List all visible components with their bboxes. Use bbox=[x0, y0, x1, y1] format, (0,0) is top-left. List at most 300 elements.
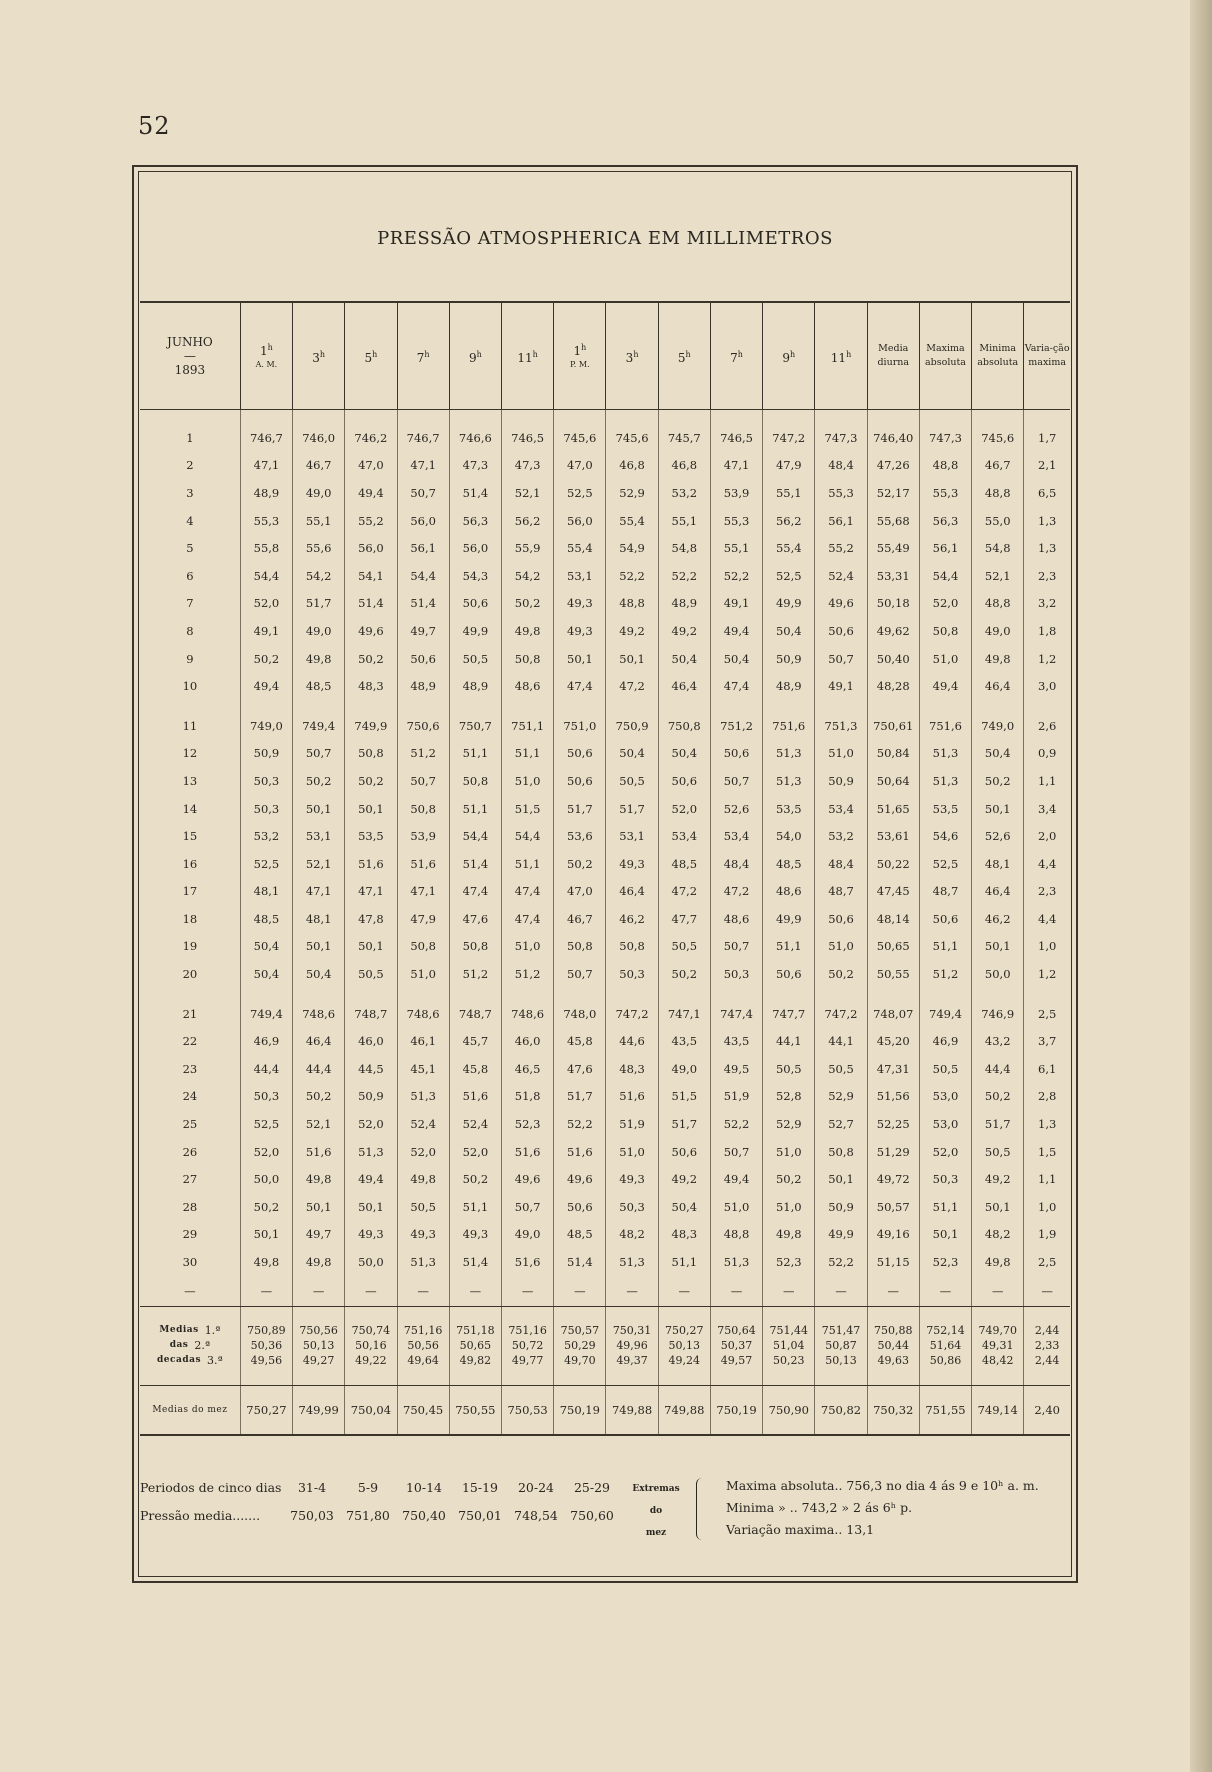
value-cell: 50,6 bbox=[397, 645, 449, 673]
decade-word: das bbox=[169, 1340, 189, 1351]
value-cell: 1,8 bbox=[1024, 617, 1070, 645]
decade-mean-value: 50,56 bbox=[407, 1339, 439, 1353]
value-cell: 6,1 bbox=[1024, 1055, 1070, 1083]
decade-means-cell bbox=[240, 1306, 292, 1385]
value-cell: 50,6 bbox=[554, 767, 606, 795]
value-cell: 54,4 bbox=[397, 562, 449, 590]
dash-cell: — bbox=[240, 1276, 292, 1307]
value-cell: 51,6 bbox=[397, 850, 449, 878]
table-row bbox=[140, 1165, 1070, 1193]
decade-mean-value: 750,74 bbox=[351, 1324, 391, 1338]
value-cell: 53,2 bbox=[815, 822, 867, 850]
decade-mean-value: 50,86 bbox=[929, 1354, 962, 1368]
pressure-table bbox=[140, 301, 1070, 1436]
decade-means-cell bbox=[554, 1306, 606, 1385]
value-cell: 48,6 bbox=[763, 878, 815, 906]
value-cell: 52,3 bbox=[763, 1248, 815, 1276]
hour-suffix: h bbox=[267, 342, 273, 352]
header-hour-6 bbox=[501, 302, 553, 410]
value-cell: 47,9 bbox=[763, 452, 815, 480]
decade-mean-value: 751,47 bbox=[821, 1324, 861, 1338]
value-cell: 45,8 bbox=[554, 1027, 606, 1055]
value-cell: 51,0 bbox=[815, 933, 867, 961]
value-cell: 750,8 bbox=[658, 700, 710, 740]
value-cell: 50,4 bbox=[658, 645, 710, 673]
decade-means-cell bbox=[815, 1306, 867, 1385]
value-cell: 48,5 bbox=[658, 850, 710, 878]
month-means-label: Medias do mez bbox=[140, 1385, 240, 1435]
value-cell: 51,1 bbox=[919, 933, 971, 961]
value-cell: 50,6 bbox=[658, 767, 710, 795]
day-cell: 28 bbox=[182, 1199, 198, 1214]
value-cell: 51,1 bbox=[449, 740, 501, 768]
value-cell: 49,7 bbox=[397, 617, 449, 645]
value-cell: 51,3 bbox=[710, 1248, 762, 1276]
value-cell: 49,0 bbox=[293, 617, 345, 645]
value-cell: 48,2 bbox=[972, 1221, 1024, 1249]
value-cell: 54,4 bbox=[919, 562, 971, 590]
value-cell: 50,2 bbox=[240, 645, 292, 673]
value-cell: 44,1 bbox=[815, 1027, 867, 1055]
value-cell: 52,0 bbox=[397, 1138, 449, 1166]
value-cell: 52,1 bbox=[293, 1110, 345, 1138]
month-mean-value: 749,88 bbox=[658, 1385, 710, 1435]
value-cell: 1,0 bbox=[1024, 933, 1070, 961]
value-cell: 50,8 bbox=[345, 740, 397, 768]
decade-mean-value: 51,04 bbox=[773, 1339, 805, 1353]
value-cell: 54,8 bbox=[658, 534, 710, 562]
extreme-maxima: Maxima absoluta.. 756,3 no dia 4 ás 9 e 10ʰ a. m. bbox=[726, 1478, 1039, 1493]
decade-mean-value: 752,14 bbox=[926, 1324, 965, 1338]
dash-row bbox=[140, 1276, 1070, 1307]
value-cell: 747,7 bbox=[763, 988, 815, 1028]
value-cell: 745,7 bbox=[658, 410, 710, 452]
value-cell: 748,6 bbox=[501, 988, 553, 1028]
value-cell: 48,3 bbox=[345, 672, 397, 700]
value-cell: 54,2 bbox=[501, 562, 553, 590]
value-cell: 49,0 bbox=[293, 479, 345, 507]
extremas-line-3: mez bbox=[645, 1528, 667, 1538]
value-cell: 56,1 bbox=[919, 534, 971, 562]
value-cell: 51,6 bbox=[449, 1083, 501, 1111]
day-cell: 7 bbox=[186, 596, 194, 611]
value-cell: 52,4 bbox=[449, 1110, 501, 1138]
value-cell: 53,2 bbox=[658, 479, 710, 507]
value-cell: 46,0 bbox=[501, 1027, 553, 1055]
table-row bbox=[140, 479, 1070, 507]
value-cell: 4,4 bbox=[1024, 905, 1070, 933]
value-cell: 51,4 bbox=[345, 590, 397, 618]
value-cell: 0,9 bbox=[1024, 740, 1070, 768]
value-cell: 745,6 bbox=[606, 410, 658, 452]
value-cell: 53,0 bbox=[919, 1110, 971, 1138]
value-cell: 56,0 bbox=[397, 507, 449, 535]
value-cell: 50,7 bbox=[397, 767, 449, 795]
decade-mean-value: 50,13 bbox=[825, 1354, 857, 1368]
value-cell: 748,0 bbox=[554, 988, 606, 1028]
value-cell: 50,2 bbox=[345, 645, 397, 673]
value-cell: 51,2 bbox=[501, 960, 553, 988]
value-cell: 50,5 bbox=[763, 1055, 815, 1083]
value-cell: 55,1 bbox=[763, 479, 815, 507]
value-cell: 50,7 bbox=[710, 1138, 762, 1166]
value-cell: 51,1 bbox=[449, 795, 501, 823]
value-cell: 50,9 bbox=[815, 1193, 867, 1221]
value-cell: 49,2 bbox=[658, 1165, 710, 1193]
day-cell: 16 bbox=[182, 856, 198, 871]
value-cell: 48,6 bbox=[710, 905, 762, 933]
value-cell: 747,1 bbox=[658, 988, 710, 1028]
value-cell: 52,5 bbox=[919, 850, 971, 878]
value-cell: 751,0 bbox=[554, 700, 606, 740]
value-cell: 55,4 bbox=[763, 534, 815, 562]
value-cell: 51,7 bbox=[554, 1083, 606, 1111]
value-cell: 50,1 bbox=[972, 795, 1024, 823]
value-cell: 49,2 bbox=[606, 617, 658, 645]
value-cell: 51,7 bbox=[606, 795, 658, 823]
hour-suffix: h bbox=[846, 349, 852, 359]
value-cell: 55,3 bbox=[815, 479, 867, 507]
value-cell: 47,0 bbox=[345, 452, 397, 480]
value-cell: 52,4 bbox=[815, 562, 867, 590]
value-cell: 44,4 bbox=[240, 1055, 292, 1083]
value-cell: 52,3 bbox=[501, 1110, 553, 1138]
value-cell: 49,4 bbox=[710, 617, 762, 645]
period-pressure: 750,60 bbox=[570, 1508, 614, 1523]
value-cell: 52,4 bbox=[397, 1110, 449, 1138]
value-cell: 43,5 bbox=[658, 1027, 710, 1055]
value-cell: 44,1 bbox=[763, 1027, 815, 1055]
value-cell: 48,5 bbox=[293, 672, 345, 700]
value-cell: 50,57 bbox=[867, 1193, 919, 1221]
value-cell: 751,6 bbox=[919, 700, 971, 740]
value-cell: 746,7 bbox=[240, 410, 292, 452]
value-cell: 55,9 bbox=[501, 534, 553, 562]
value-cell: 51,3 bbox=[345, 1138, 397, 1166]
value-cell: 47,1 bbox=[710, 452, 762, 480]
value-cell: 52,9 bbox=[815, 1083, 867, 1111]
value-cell: 50,9 bbox=[240, 740, 292, 768]
value-cell: 49,9 bbox=[763, 590, 815, 618]
table-body bbox=[140, 410, 1070, 1435]
value-cell: 51,7 bbox=[972, 1110, 1024, 1138]
value-cell: 52,0 bbox=[658, 795, 710, 823]
decade-label-line bbox=[140, 1323, 240, 1338]
hour-suffix: h bbox=[476, 349, 482, 359]
day-cell: 19 bbox=[182, 939, 198, 954]
decade-mean-value: 48,42 bbox=[981, 1354, 1014, 1368]
value-cell: 749,9 bbox=[345, 700, 397, 740]
value-cell: 52,5 bbox=[240, 850, 292, 878]
month-mean-value: 749,14 bbox=[972, 1385, 1024, 1435]
decade-mean-value: 750,89 bbox=[247, 1324, 286, 1338]
value-cell: 2,3 bbox=[1024, 562, 1070, 590]
value-cell: 51,3 bbox=[397, 1083, 449, 1111]
day-cell: 3 bbox=[186, 485, 194, 500]
value-cell: 50,8 bbox=[501, 645, 553, 673]
value-cell: 47,31 bbox=[867, 1055, 919, 1083]
value-cell: 2,5 bbox=[1024, 988, 1070, 1028]
value-cell: 53,2 bbox=[240, 822, 292, 850]
decade-mean-value: 2,44 bbox=[1034, 1354, 1060, 1368]
value-cell: 50,6 bbox=[710, 740, 762, 768]
dash-cell: — bbox=[501, 1276, 553, 1307]
table-row bbox=[140, 850, 1070, 878]
value-cell: 51,9 bbox=[606, 1110, 658, 1138]
day-cell: 20 bbox=[182, 967, 198, 982]
value-cell: 49,4 bbox=[240, 672, 292, 700]
day-cell: 14 bbox=[182, 801, 198, 816]
value-cell: 50,2 bbox=[972, 767, 1024, 795]
value-cell: 48,8 bbox=[919, 452, 971, 480]
value-cell: 44,5 bbox=[345, 1055, 397, 1083]
value-cell: 47,4 bbox=[449, 878, 501, 906]
value-cell: 49,3 bbox=[606, 850, 658, 878]
value-cell: 52,3 bbox=[919, 1248, 971, 1276]
value-cell: 2,1 bbox=[1024, 452, 1070, 480]
value-cell: 50,1 bbox=[345, 933, 397, 961]
value-cell: 51,4 bbox=[449, 1248, 501, 1276]
value-cell: 50,1 bbox=[293, 933, 345, 961]
value-cell: 48,1 bbox=[293, 905, 345, 933]
dash-cell: — bbox=[815, 1276, 867, 1307]
value-cell: 49,4 bbox=[345, 1165, 397, 1193]
value-cell: 51,0 bbox=[501, 933, 553, 961]
value-cell: 55,2 bbox=[815, 534, 867, 562]
decade-mean-value: 49,57 bbox=[720, 1354, 753, 1368]
decade-mean-value: 750,31 bbox=[612, 1324, 652, 1338]
value-cell: 47,4 bbox=[501, 905, 553, 933]
period-pressure: 750,03 bbox=[290, 1508, 334, 1523]
value-cell: 50,8 bbox=[449, 933, 501, 961]
hour-label: 1$^h$ bbox=[573, 342, 587, 358]
value-cell: 49,1 bbox=[240, 617, 292, 645]
value-cell: 53,5 bbox=[919, 795, 971, 823]
value-cell: 748,07 bbox=[867, 988, 919, 1028]
day-cell: 5 bbox=[186, 541, 194, 556]
value-cell: 50,9 bbox=[763, 645, 815, 673]
decade-means-cell bbox=[972, 1306, 1024, 1385]
value-cell: 53,9 bbox=[710, 479, 762, 507]
decade-mean-value: 750,27 bbox=[665, 1324, 704, 1338]
table-row bbox=[140, 1110, 1070, 1138]
dash-cell: — bbox=[140, 1276, 240, 1307]
value-cell: 51,15 bbox=[867, 1248, 919, 1276]
day-cell: 22 bbox=[182, 1034, 198, 1049]
value-cell: 48,8 bbox=[710, 1221, 762, 1249]
value-cell: 749,4 bbox=[240, 988, 292, 1028]
value-cell: 55,3 bbox=[710, 507, 762, 535]
value-cell: 1,0 bbox=[1024, 1193, 1070, 1221]
value-cell: 56,0 bbox=[449, 534, 501, 562]
day-cell: 15 bbox=[182, 829, 198, 844]
value-cell: 50,8 bbox=[919, 617, 971, 645]
value-cell: 48,7 bbox=[815, 878, 867, 906]
value-cell: 2,0 bbox=[1024, 822, 1070, 850]
table-row bbox=[140, 1138, 1070, 1166]
value-cell: 49,16 bbox=[867, 1221, 919, 1249]
table-row bbox=[140, 767, 1070, 795]
value-cell: 49,8 bbox=[293, 1248, 345, 1276]
value-cell: 51,6 bbox=[501, 1248, 553, 1276]
value-cell: 50,8 bbox=[397, 795, 449, 823]
value-cell: 48,9 bbox=[763, 672, 815, 700]
value-cell: 51,0 bbox=[763, 1193, 815, 1221]
decade-mean-value: 751,16 bbox=[508, 1324, 547, 1338]
dash-cell: — bbox=[1024, 1276, 1070, 1307]
value-cell: 50,4 bbox=[293, 960, 345, 988]
hour-suffix: h bbox=[581, 342, 587, 352]
value-cell: 48,6 bbox=[501, 672, 553, 700]
value-cell: 46,7 bbox=[972, 452, 1024, 480]
month-mean-value: 2,40 bbox=[1024, 1385, 1070, 1435]
value-cell: 55,0 bbox=[972, 507, 1024, 535]
value-cell: 54,4 bbox=[240, 562, 292, 590]
value-cell: 55,6 bbox=[293, 534, 345, 562]
value-cell: 46,9 bbox=[919, 1027, 971, 1055]
value-cell: 53,9 bbox=[397, 822, 449, 850]
value-cell: 47,0 bbox=[554, 878, 606, 906]
decade-means-cell bbox=[710, 1306, 762, 1385]
value-cell: 51,6 bbox=[501, 1138, 553, 1166]
value-cell: 3,7 bbox=[1024, 1027, 1070, 1055]
value-cell: 50,40 bbox=[867, 645, 919, 673]
value-cell: 750,6 bbox=[397, 700, 449, 740]
value-cell: 50,2 bbox=[763, 1165, 815, 1193]
value-cell: 51,1 bbox=[919, 1193, 971, 1221]
hour-label: 9$^h$ bbox=[782, 349, 796, 365]
value-cell: 51,2 bbox=[919, 960, 971, 988]
value-cell: 48,1 bbox=[972, 850, 1024, 878]
value-cell: 2,6 bbox=[1024, 700, 1070, 740]
table-row bbox=[140, 822, 1070, 850]
header-hour-4 bbox=[397, 302, 449, 410]
value-cell: 1,3 bbox=[1024, 507, 1070, 535]
value-cell: 52,0 bbox=[449, 1138, 501, 1166]
value-cell: 3,0 bbox=[1024, 672, 1070, 700]
value-cell: 746,5 bbox=[710, 410, 762, 452]
decade-mean-value: 749,70 bbox=[978, 1324, 1017, 1338]
value-cell: 50,6 bbox=[658, 1138, 710, 1166]
value-cell: 53,6 bbox=[554, 822, 606, 850]
value-cell: 55,3 bbox=[240, 507, 292, 535]
value-cell: 56,1 bbox=[815, 507, 867, 535]
dash-cell: — bbox=[972, 1276, 1024, 1307]
table-row bbox=[140, 645, 1070, 673]
value-cell: 52,0 bbox=[240, 1138, 292, 1166]
value-cell: 52,0 bbox=[240, 590, 292, 618]
value-cell: 46,1 bbox=[397, 1027, 449, 1055]
value-cell: 51,1 bbox=[763, 933, 815, 961]
value-cell: 53,1 bbox=[554, 562, 606, 590]
hour-label: 3$^h$ bbox=[625, 349, 639, 365]
decade-means-cell bbox=[606, 1306, 658, 1385]
value-cell: 52,2 bbox=[710, 562, 762, 590]
decade-mean-value: 750,64 bbox=[717, 1324, 756, 1338]
value-cell: 49,3 bbox=[345, 1221, 397, 1249]
decade-mean-value: 50,16 bbox=[355, 1339, 387, 1353]
decade-mean-value: 49,77 bbox=[511, 1354, 544, 1368]
header-hour-2 bbox=[293, 302, 345, 410]
value-cell: 50,3 bbox=[919, 1165, 971, 1193]
value-cell: 749,0 bbox=[972, 700, 1024, 740]
value-cell: 50,8 bbox=[606, 933, 658, 961]
value-cell: 3,2 bbox=[1024, 590, 1070, 618]
value-cell: 51,0 bbox=[710, 1193, 762, 1221]
value-cell: 47,6 bbox=[554, 1055, 606, 1083]
value-cell: 50,3 bbox=[606, 960, 658, 988]
value-cell: 50,5 bbox=[449, 645, 501, 673]
day-cell: 29 bbox=[182, 1227, 198, 1242]
value-cell: 49,3 bbox=[554, 617, 606, 645]
table-row bbox=[140, 410, 1070, 452]
value-cell: 54,2 bbox=[293, 562, 345, 590]
value-cell: 50,6 bbox=[763, 960, 815, 988]
month-mean-value: 750,04 bbox=[345, 1385, 397, 1435]
value-cell: 50,6 bbox=[554, 1193, 606, 1221]
value-cell: 1,1 bbox=[1024, 767, 1070, 795]
month-mean-value: 750,19 bbox=[710, 1385, 762, 1435]
value-cell: 50,1 bbox=[815, 1165, 867, 1193]
header-variacao-maxima: Varia-ção maxima bbox=[1024, 302, 1070, 410]
value-cell: 49,6 bbox=[554, 1165, 606, 1193]
value-cell: 50,7 bbox=[293, 740, 345, 768]
value-cell: 50,2 bbox=[345, 767, 397, 795]
dash-cell: — bbox=[554, 1276, 606, 1307]
value-cell: 56,3 bbox=[919, 507, 971, 535]
value-cell: 48,1 bbox=[240, 878, 292, 906]
value-cell: 50,5 bbox=[658, 933, 710, 961]
value-cell: 47,4 bbox=[554, 672, 606, 700]
hour-label: 11$^h$ bbox=[830, 349, 852, 365]
header-row bbox=[140, 302, 1070, 410]
value-cell: 50,2 bbox=[815, 960, 867, 988]
header-hour-10 bbox=[710, 302, 762, 410]
dash-cell: — bbox=[867, 1276, 919, 1307]
value-cell: 54,3 bbox=[449, 562, 501, 590]
value-cell: 49,0 bbox=[658, 1055, 710, 1083]
value-cell: 52,1 bbox=[972, 562, 1024, 590]
month-mean-value: 749,99 bbox=[293, 1385, 345, 1435]
decade-mean-value: 49,22 bbox=[355, 1354, 387, 1368]
hour-label: 3$^h$ bbox=[312, 349, 326, 365]
value-cell: 52,17 bbox=[867, 479, 919, 507]
hour-label: 5$^h$ bbox=[364, 349, 378, 365]
value-cell: 47,6 bbox=[449, 905, 501, 933]
dash-cell: — bbox=[345, 1276, 397, 1307]
value-cell: 50,2 bbox=[449, 1165, 501, 1193]
month-mean-value: 750,90 bbox=[763, 1385, 815, 1435]
value-cell: 44,6 bbox=[606, 1027, 658, 1055]
value-cell: 50,65 bbox=[867, 933, 919, 961]
value-cell: 50,4 bbox=[240, 960, 292, 988]
value-cell: 46,8 bbox=[606, 452, 658, 480]
value-cell: 51,4 bbox=[449, 850, 501, 878]
value-cell: 51,0 bbox=[397, 960, 449, 988]
value-cell: 49,2 bbox=[658, 617, 710, 645]
value-cell: 46,4 bbox=[606, 878, 658, 906]
value-cell: 53,4 bbox=[658, 822, 710, 850]
value-cell: 52,5 bbox=[240, 1110, 292, 1138]
value-cell: 51,0 bbox=[815, 740, 867, 768]
value-cell: 53,61 bbox=[867, 822, 919, 850]
value-cell: 52,5 bbox=[554, 479, 606, 507]
value-cell: 749,4 bbox=[919, 988, 971, 1028]
hour-suffix: h bbox=[424, 349, 430, 359]
value-cell: 52,9 bbox=[606, 479, 658, 507]
decade-mean-value: 750,57 bbox=[560, 1324, 600, 1338]
value-cell: 50,1 bbox=[293, 1193, 345, 1221]
